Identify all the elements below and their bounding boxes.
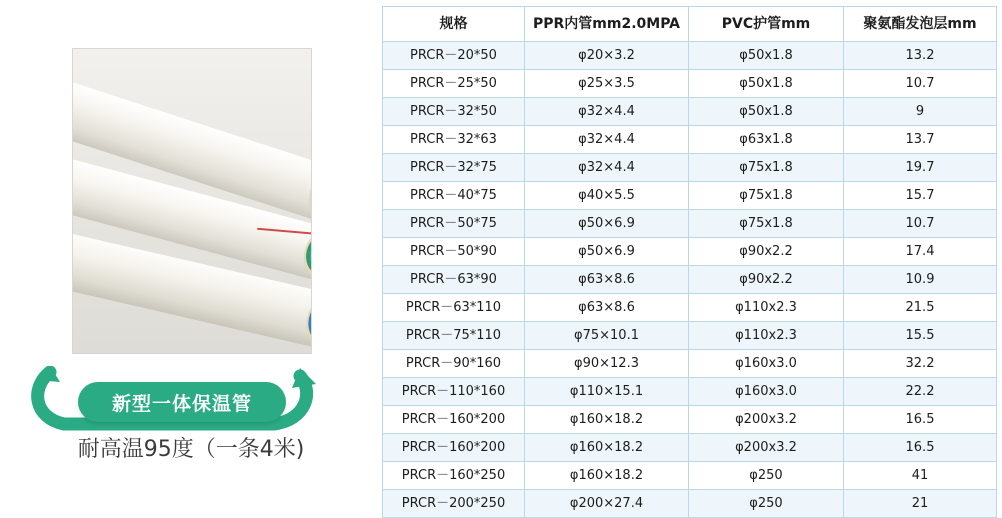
cell-foam: 10.9: [844, 266, 997, 294]
product-badge: [78, 382, 286, 422]
cell-spec: PRCR－40*75: [383, 182, 525, 210]
spec-table: [382, 6, 997, 518]
column-header-pvc-jacket: PVC护管mm: [689, 7, 844, 42]
cell-pvc: φ63x1.8: [689, 126, 844, 154]
cell-ppr: φ32×4.4: [525, 98, 689, 126]
cell-pvc: φ50x1.8: [689, 70, 844, 98]
table-row: [383, 238, 997, 266]
cell-ppr: φ25×3.5: [525, 70, 689, 98]
table-row: [383, 462, 997, 490]
cell-foam: 16.5: [844, 434, 997, 462]
cell-ppr: φ90×12.3: [525, 350, 689, 378]
table-row: [383, 182, 997, 210]
cell-ppr: φ75×10.1: [525, 322, 689, 350]
spec-table-panel: [382, 0, 1002, 511]
cell-ppr: φ200×27.4: [525, 490, 689, 518]
table-row: [383, 70, 997, 98]
cell-spec: PRCR－32*50: [383, 98, 525, 126]
cell-foam: 10.7: [844, 210, 997, 238]
cell-ppr: φ32×4.4: [525, 126, 689, 154]
cell-pvc: φ250: [689, 490, 844, 518]
column-header-spec: 规格: [383, 7, 525, 42]
cell-foam: 19.7: [844, 154, 997, 182]
table-row: [383, 434, 997, 462]
cell-foam: 22.2: [844, 378, 997, 406]
cell-spec: PRCR－63*90: [383, 266, 525, 294]
pipe-top-inner-core: [311, 175, 312, 216]
cell-pvc: φ250: [689, 462, 844, 490]
cell-spec: PRCR－160*200: [383, 406, 525, 434]
cell-spec: PRCR－50*90: [383, 238, 525, 266]
cell-foam: 9: [844, 98, 997, 126]
table-row: [383, 126, 997, 154]
cell-ppr: φ50×6.9: [525, 210, 689, 238]
table-row: [383, 490, 997, 518]
product-photo: [72, 48, 312, 354]
cell-pvc: φ110x2.3: [689, 294, 844, 322]
cell-foam: 21: [844, 490, 997, 518]
cell-foam: 13.2: [844, 42, 997, 70]
cell-spec: PRCR－63*110: [383, 294, 525, 322]
table-row: [383, 294, 997, 322]
cell-pvc: φ200x3.2: [689, 434, 844, 462]
table-row: [383, 98, 997, 126]
product-badge-label: 新型一体保温管: [111, 393, 252, 415]
cell-ppr: φ160×18.2: [525, 406, 689, 434]
table-row: [383, 210, 997, 238]
cell-spec: PRCR－160*250: [383, 462, 525, 490]
cell-spec: PRCR－110*160: [383, 378, 525, 406]
cell-ppr: φ63×8.6: [525, 294, 689, 322]
cell-spec: PRCR－32*63: [383, 126, 525, 154]
cell-foam: 17.4: [844, 238, 997, 266]
table-row: [383, 42, 997, 70]
cell-ppr: φ160×18.2: [525, 462, 689, 490]
cell-foam: 15.5: [844, 322, 997, 350]
product-subtitle: 耐高温95度（一条4米): [77, 437, 305, 462]
spec-table-body: [383, 42, 997, 518]
cell-pvc: φ90x2.2: [689, 238, 844, 266]
cell-ppr: φ63×8.6: [525, 266, 689, 294]
column-header-ppr-inner-pipe: PPR内管mm2.0MPA: [525, 7, 689, 42]
cell-pvc: φ75x1.8: [689, 210, 844, 238]
cell-ppr: φ40×5.5: [525, 182, 689, 210]
cell-pvc: φ160x3.0: [689, 350, 844, 378]
cell-foam: 16.5: [844, 406, 997, 434]
cell-ppr: φ20×3.2: [525, 42, 689, 70]
cell-ppr: φ110×15.1: [525, 378, 689, 406]
cell-foam: 10.7: [844, 70, 997, 98]
table-row: [383, 266, 997, 294]
cell-foam: 21.5: [844, 294, 997, 322]
cell-spec: PRCR－75*110: [383, 322, 525, 350]
cell-spec: PRCR－20*50: [383, 42, 525, 70]
cell-ppr: φ32×4.4: [525, 154, 689, 182]
cell-spec: PRCR－160*200: [383, 434, 525, 462]
table-row: [383, 154, 997, 182]
cell-foam: 32.2: [844, 350, 997, 378]
cell-spec: PRCR－32*75: [383, 154, 525, 182]
cell-pvc: φ200x3.2: [689, 406, 844, 434]
cell-foam: 41: [844, 462, 997, 490]
cell-pvc: φ110x2.3: [689, 322, 844, 350]
table-row: [383, 322, 997, 350]
cell-ppr: φ160×18.2: [525, 434, 689, 462]
cell-spec: PRCR－50*75: [383, 210, 525, 238]
table-row: [383, 378, 997, 406]
table-header-row: [383, 7, 997, 42]
cell-pvc: φ50x1.8: [689, 98, 844, 126]
column-header-pu-foam-layer: 聚氨酯发泡层mm: [844, 7, 997, 42]
table-row: [383, 406, 997, 434]
cell-pvc: φ160x3.0: [689, 378, 844, 406]
cell-foam: 13.7: [844, 126, 997, 154]
product-image-panel: [0, 0, 382, 496]
cell-pvc: φ75x1.8: [689, 182, 844, 210]
cell-pvc: φ50x1.8: [689, 42, 844, 70]
table-row: [383, 350, 997, 378]
cell-foam: 15.7: [844, 182, 997, 210]
cell-spec: PRCR－90*160: [383, 350, 525, 378]
cell-spec: PRCR－200*250: [383, 490, 525, 518]
cell-ppr: φ50×6.9: [525, 238, 689, 266]
cell-pvc: φ75x1.8: [689, 154, 844, 182]
cell-pvc: φ90x2.2: [689, 266, 844, 294]
cell-spec: PRCR－25*50: [383, 70, 525, 98]
